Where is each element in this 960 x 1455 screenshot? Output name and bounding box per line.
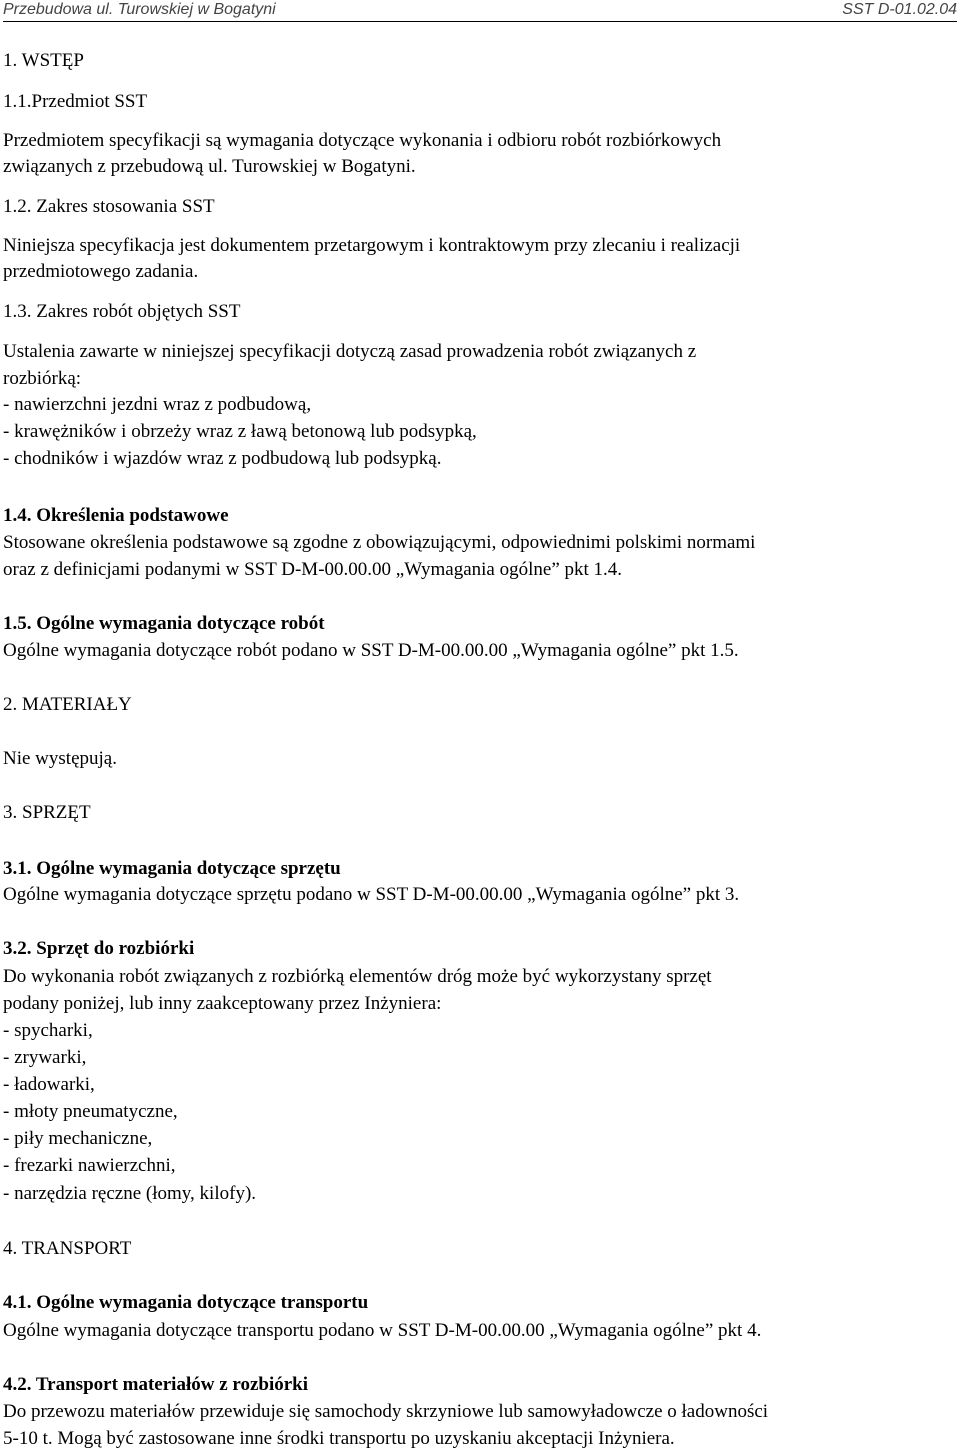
header-project-title: Przebudowa ul. Turowskiej w Bogatyni [3, 1, 276, 18]
paragraph-1-4-line-2: oraz z definicjami podanymi w SST D-M-00.00.00 „Wymagania ogólne” pkt 1.4. [3, 559, 623, 580]
list-item: - ładowarki, [3, 1074, 95, 1095]
heading-4-2: 4.2. Transport materiałów z rozbiórki [3, 1374, 309, 1395]
heading-3-2: 3.2. Sprzęt do rozbiórki [3, 938, 195, 959]
paragraph-3-2-line-1: Do wykonania robót związanych z rozbiórką elementów dróg może być wykorzystany sprzęt [3, 966, 712, 987]
paragraph-4-2-line-1: Do przewozu materiałów przewiduje się samochody skrzyniowe lub samowyładowcze o ładowności [3, 1401, 769, 1422]
heading-4-transport: 4. TRANSPORT [3, 1238, 132, 1259]
list-item: - chodników i wjazdów wraz z podbudową lub podsypką. [3, 448, 442, 469]
paragraph-3-1-line-1: Ogólne wymagania dotyczące sprzętu podano w SST D-M-00.00.00 „Wymagania ogólne” pkt 3. [3, 884, 740, 905]
heading-1-3: 1.3. Zakres robót objętych SST [3, 301, 241, 322]
paragraph-1-3-line-1: Ustalenia zawarte w niniejszej specyfikacji dotyczą zasad prowadzenia robót związanych z [3, 341, 697, 362]
heading-1-wstep: 1. WSTĘP [3, 50, 84, 71]
paragraph-1-1-line-1: Przedmiotem specyfikacji są wymagania dotyczące wykonania i odbioru robót rozbiórkowych [3, 130, 722, 151]
header-rule [3, 21, 957, 22]
list-item: - młoty pneumatyczne, [3, 1101, 178, 1122]
heading-4-1: 4.1. Ogólne wymagania dotyczące transportu [3, 1292, 369, 1313]
list-item: - piły mechaniczne, [3, 1128, 153, 1149]
paragraph-4-1-line-1: Ogólne wymagania dotyczące transportu podano w SST D-M-00.00.00 „Wymagania ogólne” pkt 4. [3, 1320, 762, 1341]
paragraph-1-3-line-2: rozbiórką: [3, 368, 82, 389]
list-item: - frezarki nawierzchni, [3, 1155, 176, 1176]
heading-1-5: 1.5. Ogólne wymagania dotyczące robót [3, 613, 325, 634]
paragraph-1-1-line-2: związanych z przebudową ul. Turowskiej w Bogatyni. [3, 156, 416, 177]
paragraph-1-4-line-1: Stosowane określenia podstawowe są zgodne z obowiązującymi, odpowiednimi polskimi normami [3, 532, 756, 553]
paragraph-4-2-line-2: 5-10 t. Mogą być zastosowane inne środki transportu po uzyskaniu akceptacji Inżyniera. [3, 1428, 675, 1449]
heading-1-2: 1.2. Zakres stosowania SST [3, 196, 215, 217]
paragraph-1-2-line-2: przedmiotowego zadania. [3, 261, 199, 282]
paragraph-2-line-1: Nie występują. [3, 748, 117, 769]
heading-1-4: 1.4. Określenia podstawowe [3, 505, 229, 526]
list-item: - zrywarki, [3, 1047, 87, 1068]
heading-2-materialy: 2. MATERIAŁY [3, 694, 132, 715]
list-item: - nawierzchni jezdni wraz z podbudową, [3, 394, 312, 415]
heading-3-sprzet: 3. SPRZĘT [3, 802, 91, 823]
heading-1-1: 1.1.Przedmiot SST [3, 91, 148, 112]
paragraph-3-2-line-2: podany poniżej, lub inny zaakceptowany przez Inżyniera: [3, 993, 442, 1014]
header-spec-code: SST D-01.02.04 [842, 1, 957, 18]
paragraph-1-2-line-1: Niniejsza specyfikacja jest dokumentem przetargowym i kontraktowym przy zlecaniu i realizacji [3, 235, 741, 256]
heading-3-1: 3.1. Ogólne wymagania dotyczące sprzętu [3, 858, 341, 879]
page-header [3, 0, 957, 20]
list-item: - spycharki, [3, 1020, 93, 1041]
paragraph-1-5-line-1: Ogólne wymagania dotyczące robót podano w SST D-M-00.00.00 „Wymagania ogólne” pkt 1.5. [3, 640, 739, 661]
list-item: - narzędzia ręczne (łomy, kilofy). [3, 1183, 257, 1204]
list-item: - krawężników i obrzeży wraz z ławą betonową lub podsypką, [3, 421, 477, 442]
